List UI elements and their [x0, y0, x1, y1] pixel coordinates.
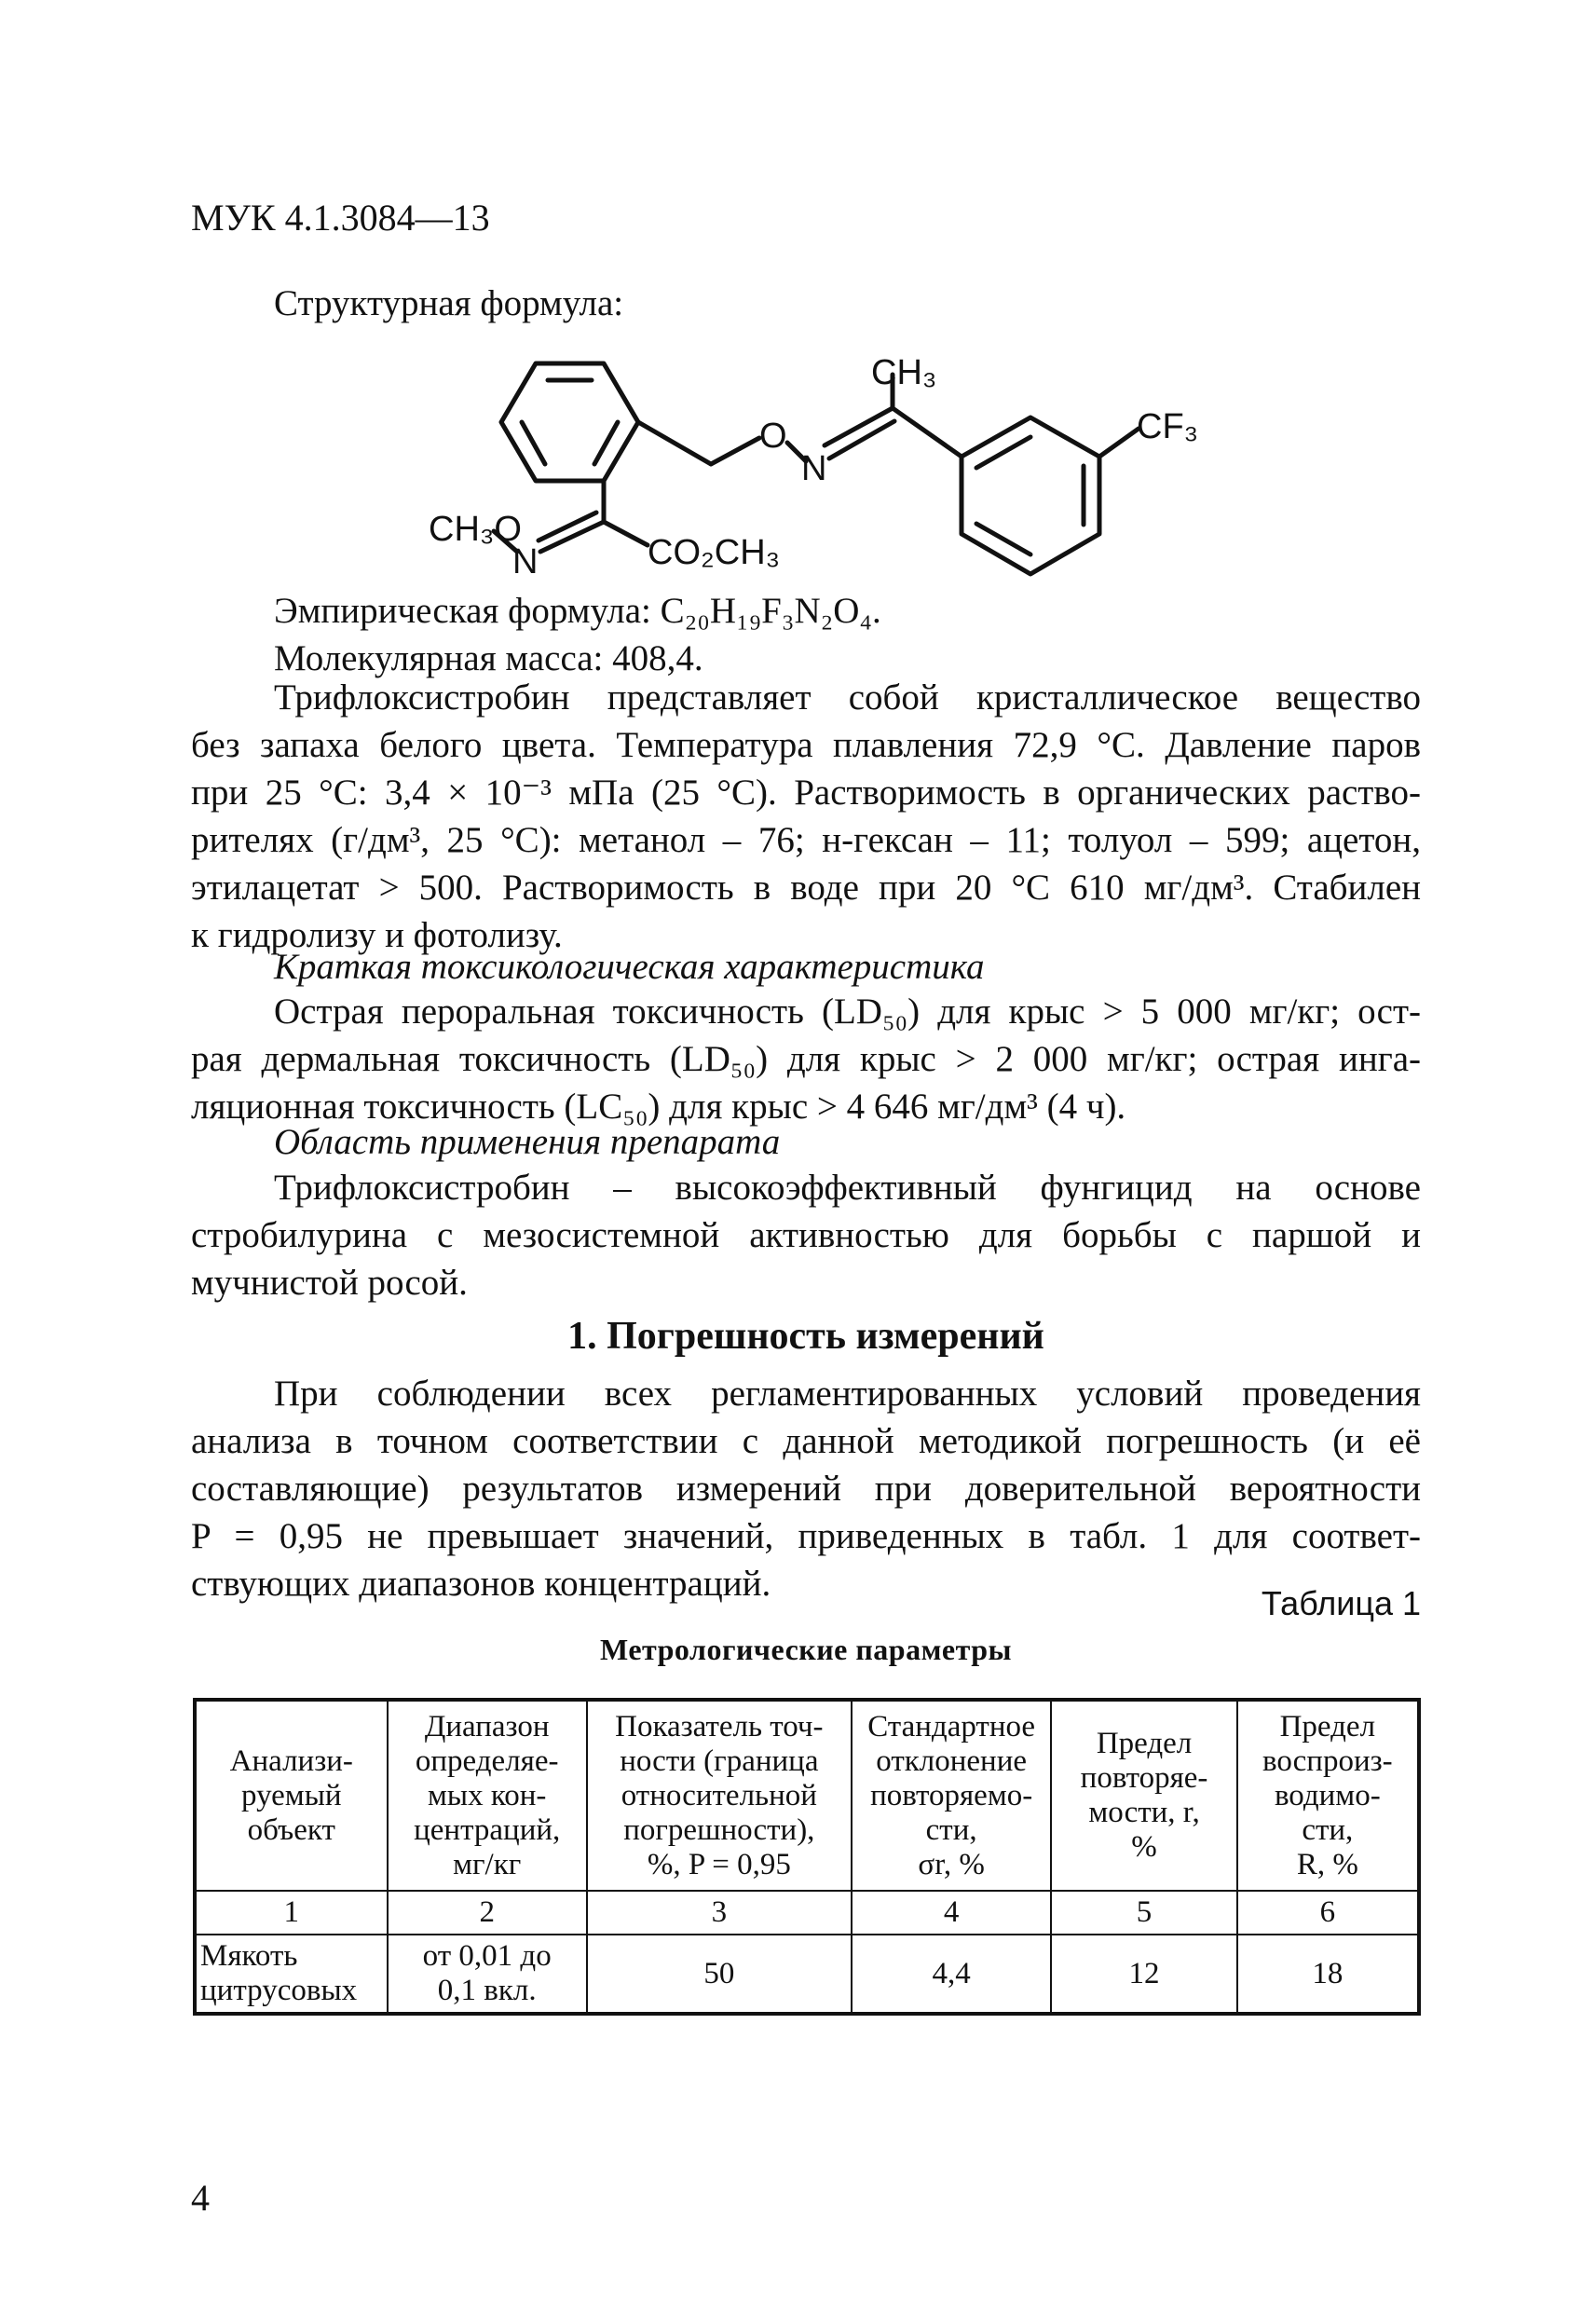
cell-accuracy: 50 [587, 1935, 852, 2014]
desc-line-5: к гидролизу и фотолизу. [191, 915, 563, 955]
atom-cf3: CF₃ [1137, 407, 1199, 446]
col-number: 3 [587, 1891, 852, 1935]
atom-n-lower: N [512, 542, 539, 581]
cell-reprod-limit: 18 [1237, 1935, 1419, 2014]
app-line-1: стробилурина с мезосистемной активностью для борьбы с паршой и [191, 1215, 1421, 1255]
atom-ch3-top: CH₃ [871, 353, 937, 392]
desc-line-1: без запаха белого цвета. Температура плавления 72,9 °С. Давление паров [191, 725, 1421, 765]
molar-mass: Молекулярная масса: 408,4. [274, 638, 703, 678]
toxicology-heading: Краткая токсикологическая характеристика [274, 947, 985, 987]
empirical-formula [274, 587, 881, 635]
desc-line-2: при 25 °С: 3,4 × 10⁻³ мПа (25 °С). Растворимость в органических раство- [191, 773, 1421, 813]
structure-label: Структурная формула: [274, 283, 624, 323]
table-title: Метрологические параметры [600, 1633, 1012, 1666]
application-heading: Область применения препарата [274, 1122, 781, 1162]
desc-line-3: рителях (г/дм³, 25 °С): метанол – 76; н-гексан – 11; толуол – 599; ацетон, [191, 820, 1421, 860]
sec-line-1: анализа в точном соответствии с данной методикой погрешность (и её [191, 1421, 1421, 1461]
app-line-2: мучнистой росой. [191, 1263, 468, 1303]
empirical-value: C₂₀H₁₉F₃N₂O₄. [660, 591, 881, 631]
table-number-row [195, 1891, 1419, 1935]
atom-ch3o: CH₃O [429, 510, 522, 549]
sec-line-3: P = 0,95 не превышает значений, приведенных в табл. 1 для соответ- [191, 1516, 1421, 1556]
header-object: Анализи- руемый объект [195, 1700, 388, 1891]
header-std-dev: Стандартное отклонение повторяемо- сти, σr, % [852, 1700, 1052, 1891]
metrology-table [193, 1698, 1421, 2016]
tox-line-1: рая дермальная токсичность (LD₅₀) для крыс > 2 000 мг/кг; острая инга- [191, 1039, 1421, 1079]
desc-line-4: этилацетат > 500. Растворимость в воде при 20 °С 610 мг/дм³. Стабилен [191, 868, 1421, 908]
table-row [195, 1935, 1419, 2014]
header-range: Диапазон определяе- мых кон- центраций, мг/кг [388, 1700, 587, 1891]
table-header-row [195, 1700, 1419, 1891]
atom-n-link: N [801, 449, 827, 488]
running-head: МУК 4.1.3084—13 [191, 197, 490, 239]
tox-line-2: ляционная токсичность (LC₅₀) для крыс > 4 646 мг/дм³ (4 ч). [191, 1087, 1126, 1127]
tox-line-0: Острая пероральная токсичность (LD₅₀) для крыс > 5 000 мг/кг; ост- [274, 991, 1421, 1032]
atom-co2ch3: CO₂CH₃ [648, 533, 781, 572]
section-title: 1. Погрешность измерений [567, 1315, 1044, 1358]
cell-range: от 0,01 до 0,1 вкл. [388, 1935, 587, 2014]
header-accuracy: Показатель точ- ности (граница относительной погрешности), %, P = 0,95 [587, 1700, 852, 1891]
page-number: 4 [191, 2177, 210, 2219]
desc-line-0: Трифлоксистробин представляет собой кристаллическое вещество [274, 677, 1421, 718]
col-number: 1 [195, 1891, 388, 1935]
col-number: 5 [1051, 1891, 1236, 1935]
col-number: 6 [1237, 1891, 1419, 1935]
cell-repeat-limit: 12 [1051, 1935, 1236, 2014]
col-number: 4 [852, 1891, 1052, 1935]
header-reprod-limit: Предел воспроиз- водимо- сти, R, % [1237, 1700, 1419, 1891]
structural-formula [429, 353, 1199, 596]
empirical-label: Эмпирическая формула: [274, 591, 661, 631]
table-label: Таблица 1 [1261, 1584, 1421, 1622]
cell-std-dev: 4,4 [852, 1935, 1052, 2014]
sec-line-4: ствующих диапазонов концентраций. [191, 1564, 771, 1604]
benzene-ring-right [962, 417, 1099, 574]
app-line-0: Трифлоксистробин – высокоэффективный фунгицид на основе [274, 1168, 1421, 1208]
atom-o-link: O [759, 417, 787, 456]
col-number: 2 [388, 1891, 587, 1935]
header-repeat-limit: Предел повторяе- мости, r, % [1051, 1700, 1236, 1891]
cell-object: Мякоть цитрусовых [195, 1935, 388, 2014]
sec-line-2: составляющие) результатов измерений при доверительной вероятности [191, 1469, 1421, 1509]
sec-line-0: При соблюдении всех регламентированных условий проведения [274, 1374, 1421, 1414]
